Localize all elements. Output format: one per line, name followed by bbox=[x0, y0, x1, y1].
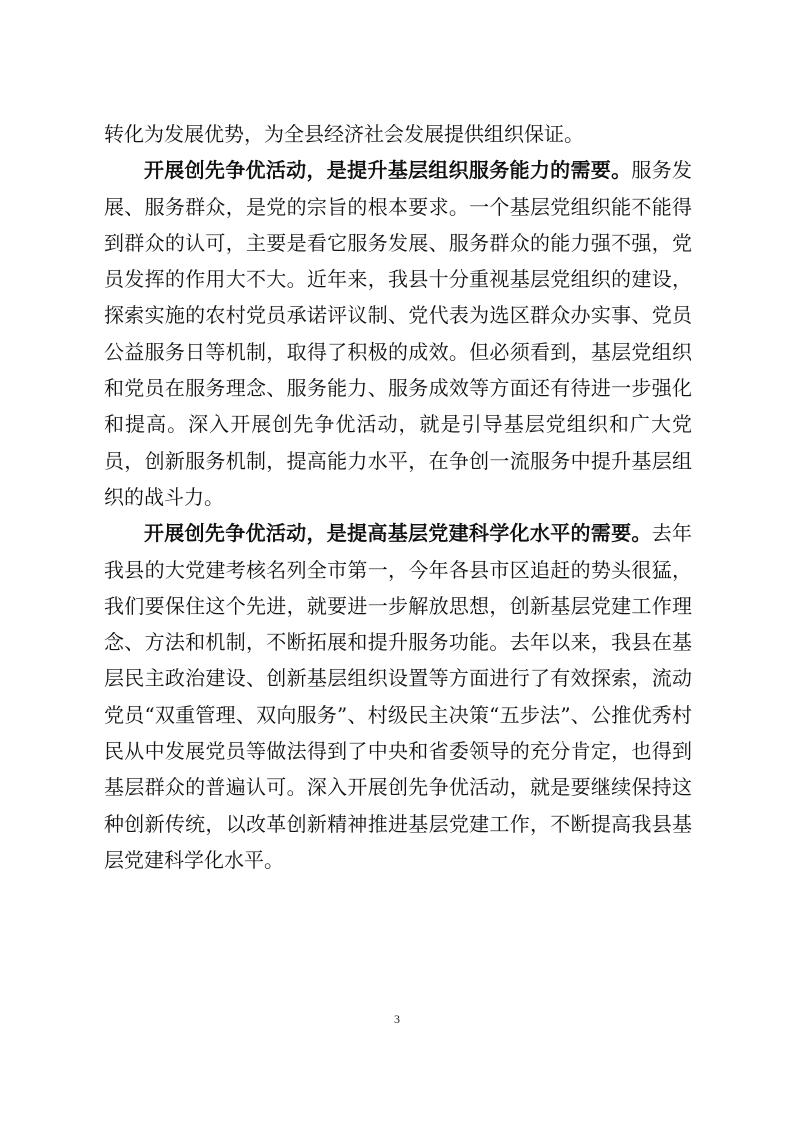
paragraph-continuation bbox=[104, 116, 692, 152]
paragraph-text: 转化为发展优势，为全县经济社会发展提供组织保证。 bbox=[104, 122, 584, 146]
document-body bbox=[104, 116, 692, 878]
paragraph-text: 去年我县的大党建考核名列全市第一，今年各县市区追赶的势头很猛，我们要保住这个先进，就要进一步解放思想，创新基层党建工作理念、方法和机制，不断拓展和提升服务功能。去年以来，我县在基层民主政治建设、创新基层组织设置等方面进行了有效探索，流动党员“双重管理、双向服务”、村级民主决策“五步法”、公推优秀村民从中发展党员等做法得到了中央和省委领导的充分肯定，也得到基层群众的普遍认可。深入开展创先争优活动，就是要继续保持这种创新传统，以改革创新精神推进基层党建工作，不断提高我县基层党建科学化水平。 bbox=[104, 521, 693, 872]
paragraph-lead-heading: 开展创先争优活动，是提高基层党建科学化水平的需要。 bbox=[144, 521, 652, 546]
paragraph-text: 服务发展、服务群众，是党的宗旨的根本要求。一个基层党组织能不能得到群众的认可，主要是看它服务发展、服务群众的能力强不强，党员发挥的作用大不大。近年来，我县十分重视基层党组织的建设，探索实施的农村党员承诺评议制、党代表为选区群众办实事、党员公益服务日等机制，取得了积极的成效。但必须看到，基层党组织和党员在服务理念、服务能力、服务成效等方面还有待进一步强化和提高。深入开展创先争优活动，就是引导基层党组织和广大党员，创新服务机制，提高能力水平，在争创一流服务中提升基层组织的战斗力。 bbox=[104, 158, 693, 509]
page-number: 3 bbox=[394, 1012, 400, 1026]
paragraph-service-capacity bbox=[104, 152, 692, 515]
paragraph-lead-heading: 开展创先争优活动，是提升基层组织服务能力的需要。 bbox=[144, 158, 632, 183]
paragraph-party-building-level bbox=[104, 515, 692, 878]
